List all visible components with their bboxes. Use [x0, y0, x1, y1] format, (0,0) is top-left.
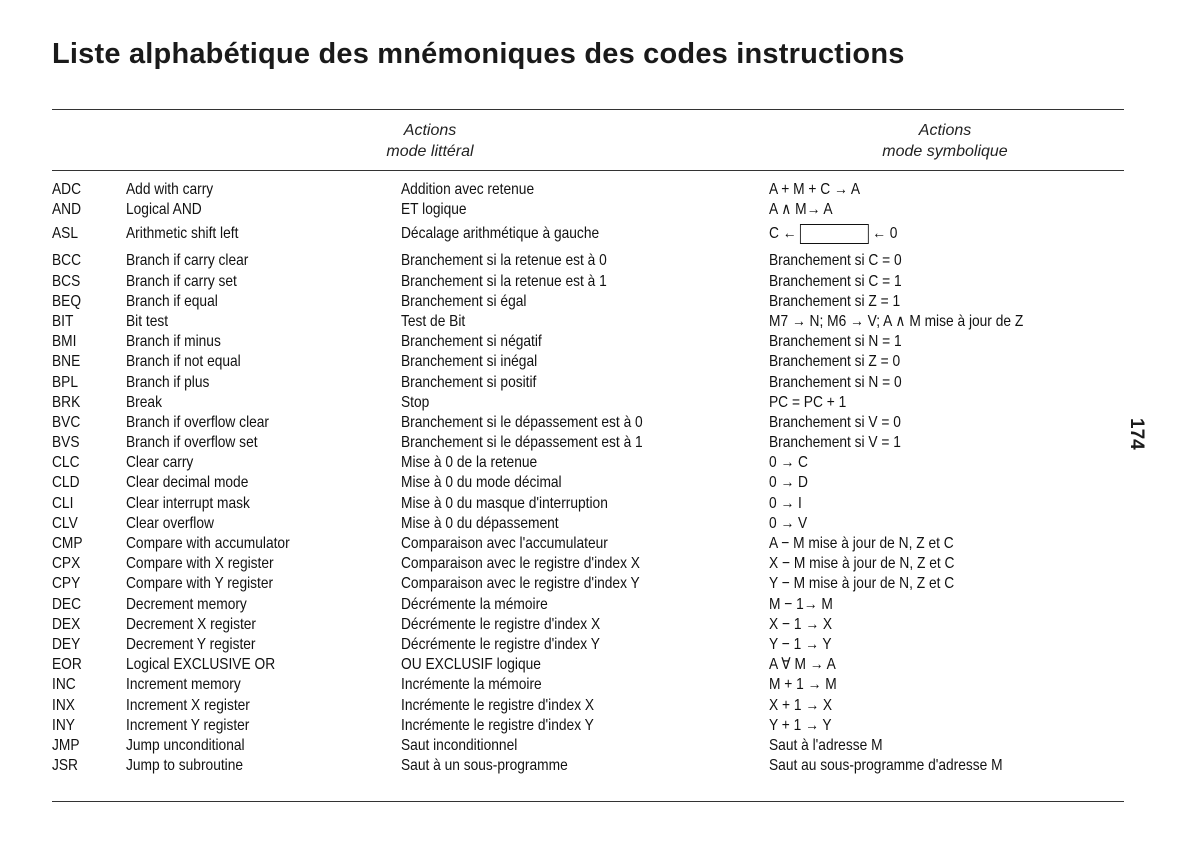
symbolic-action: A ∧ M→ A [769, 201, 833, 219]
mnemonic-code: INX [52, 696, 75, 714]
table-row [52, 595, 1132, 615]
english-description: Decrement X register [126, 615, 257, 633]
table-row [52, 635, 1132, 655]
symbolic-action: M − 1→ M [769, 595, 833, 613]
english-description: Logical EXCLUSIVE OR [126, 656, 276, 674]
mnemonic-code: ADC [52, 181, 82, 198]
literal-action: Décrémente le registre d'index Y [401, 635, 600, 653]
symbolic-action: Y − 1 → Y [769, 635, 832, 653]
literal-action: Stop [401, 393, 430, 411]
symbolic-action: Branchement si V = 1 [769, 434, 901, 452]
mnemonic-code: INC [52, 676, 76, 694]
symbolic-action: X − 1 → X [769, 615, 833, 633]
bottom-rule [52, 801, 1124, 802]
mnemonics-table [52, 180, 1132, 776]
english-description: Clear decimal mode [126, 474, 249, 492]
literal-action: Addition avec retenue [401, 181, 535, 198]
literal-action: Comparaison avec le registre d'index X [401, 555, 640, 573]
symbolic-action: Branchement si N = 0 [769, 373, 902, 391]
symbolic-action: A ∀ M → A [769, 656, 836, 674]
table-row [52, 574, 1132, 594]
header-rule [52, 170, 1124, 171]
english-description: Branch if equal [126, 292, 218, 310]
english-description: Clear interrupt mask [126, 494, 250, 512]
english-description: Clear carry [126, 454, 194, 472]
table-row [52, 554, 1132, 574]
mnemonic-code: BCS [52, 272, 81, 290]
register-box [800, 224, 869, 244]
literal-action: Incrémente la mémoire [401, 676, 542, 694]
literal-action: Mise à 0 du dépassement [401, 514, 559, 532]
literal-action: Branchement si égal [401, 292, 527, 310]
english-description: Increment memory [126, 676, 241, 694]
english-description: Branch if not equal [126, 353, 241, 371]
header-literal-line1: Actions [403, 122, 457, 139]
mnemonic-code: ASL [52, 225, 79, 243]
table-row [52, 494, 1132, 514]
symbolic-action: X − M mise à jour de N, Z et C [769, 555, 955, 573]
literal-action: Incrémente le registre d'index X [401, 696, 595, 714]
table-row [52, 292, 1132, 312]
symbolic-action: Y − M mise à jour de N, Z et C [769, 575, 955, 593]
english-description: Increment Y register [126, 716, 250, 734]
table-row [52, 413, 1132, 433]
mnemonic-code: CLV [52, 514, 78, 532]
english-description: Arithmetic shift left [126, 225, 239, 243]
symbolic-action: A + M + C → A [769, 181, 861, 198]
mnemonic-code: BVC [52, 413, 81, 431]
english-description: Branch if carry clear [126, 252, 249, 270]
symbolic-action: Saut au sous-programme d'adresse M [769, 757, 1003, 775]
literal-action: Branchement si le dépassement est à 1 [401, 434, 643, 452]
table-row [52, 696, 1132, 716]
header-literal-line2: mode littéral [386, 143, 474, 160]
mnemonic-code: INY [52, 716, 75, 734]
english-description: Jump to subroutine [126, 757, 244, 775]
literal-action: Branchement si inégal [401, 353, 538, 371]
symbolic-action: PC = PC + 1 [769, 393, 847, 411]
symbolic-action: X + 1 → X [769, 696, 833, 714]
shift-left-source: C ← [769, 225, 797, 243]
mnemonic-code: CLC [52, 454, 80, 472]
literal-action: OU EXCLUSIF logique [401, 656, 541, 674]
table-row [52, 312, 1132, 332]
english-description: Decrement Y register [126, 635, 256, 653]
english-description: Add with carry [126, 181, 214, 198]
literal-action: ET logique [401, 201, 467, 219]
mnemonic-code: BPL [52, 373, 79, 391]
top-rule [52, 109, 1124, 110]
english-description: Compare with accumulator [126, 535, 290, 552]
symbolic-action: Branchement si N = 1 [769, 333, 902, 351]
literal-action: Branchement si négatif [401, 333, 542, 351]
table-row [52, 655, 1132, 675]
shift-left-fill: ← 0 [872, 225, 898, 243]
mnemonic-code: CMP [52, 535, 83, 552]
mnemonic-code: CPX [52, 555, 81, 573]
table-row [52, 615, 1132, 635]
table-row [52, 736, 1132, 756]
mnemonic-code: BEQ [52, 292, 82, 310]
mnemonic-code: JSR [52, 757, 79, 775]
literal-action: Mise à 0 du mode décimal [401, 474, 562, 492]
symbolic-action: 0 → C [769, 454, 808, 472]
mnemonic-code: DEC [52, 595, 82, 613]
literal-action: Saut à un sous-programme [401, 757, 568, 775]
literal-action: Décrémente la mémoire [401, 595, 548, 613]
literal-action: Décrémente le registre d'index X [401, 615, 601, 633]
header-symbolic-line1: Actions [918, 122, 972, 139]
symbolic-action: M + 1 → M [769, 676, 837, 694]
table-row [52, 756, 1132, 776]
table-row [52, 453, 1132, 473]
symbolic-action: A − M mise à jour de N, Z et C [769, 535, 954, 552]
english-description: Branch if plus [126, 373, 210, 391]
table-row [52, 251, 1132, 271]
english-description: Clear overflow [126, 514, 214, 532]
mnemonic-code: EOR [52, 656, 82, 674]
english-description: Jump unconditional [126, 736, 245, 754]
table-row [52, 352, 1132, 372]
literal-action: Saut inconditionnel [401, 736, 518, 754]
mnemonic-code: BVS [52, 434, 80, 452]
english-description: Branch if overflow clear [126, 413, 270, 431]
literal-action: Comparaison avec le registre d'index Y [401, 575, 640, 593]
literal-action: Branchement si le dépassement est à 0 [401, 413, 643, 431]
table-row [52, 332, 1132, 352]
english-description: Increment X register [126, 696, 250, 714]
english-description: Compare with X register [126, 555, 274, 573]
mnemonic-code: CLD [52, 474, 80, 492]
table-row [52, 473, 1132, 493]
literal-action: Décalage arithmétique à gauche [401, 225, 600, 243]
symbolic-action: Branchement si C = 0 [769, 252, 902, 270]
english-description: Bit test [126, 312, 169, 330]
mnemonic-code: CPY [52, 575, 81, 593]
literal-action: Mise à 0 de la retenue [401, 454, 538, 472]
table-row [52, 675, 1132, 695]
literal-action: Incrémente le registre d'index Y [401, 716, 594, 734]
symbolic-action: 0 → V [769, 514, 808, 532]
table-row [52, 272, 1132, 292]
symbolic-action: Branchement si Z = 1 [769, 292, 901, 310]
symbolic-action: M7 → N; M6 → V; A ∧ M mise à jour de Z [769, 312, 1024, 330]
mnemonic-code: BCC [52, 252, 82, 270]
mnemonic-code: BIT [52, 312, 74, 330]
page-number: 174 [1126, 418, 1147, 450]
table-row [52, 180, 1132, 200]
literal-action: Test de Bit [401, 312, 466, 330]
table-row [52, 220, 1132, 251]
english-description: Break [126, 393, 162, 411]
table-row [52, 433, 1132, 453]
page-title: Liste alphabétique des mnémoniques des codes instructions [52, 38, 905, 70]
mnemonic-code: BNE [52, 353, 81, 371]
english-description: Logical AND [126, 201, 202, 219]
symbolic-action: Saut à l'adresse M [769, 736, 883, 754]
table-row [52, 200, 1132, 220]
symbolic-action: Branchement si C = 1 [769, 272, 902, 290]
mnemonic-code: BMI [52, 333, 77, 351]
table-row [52, 373, 1132, 393]
literal-action: Branchement si la retenue est à 0 [401, 252, 607, 270]
literal-action: Branchement si positif [401, 373, 537, 391]
header-literal-mode [330, 120, 530, 162]
table-row [52, 534, 1132, 554]
symbolic-action: 0 → I [769, 494, 802, 512]
literal-action: Comparaison avec l'accumulateur [401, 535, 608, 552]
english-description: Compare with Y register [126, 575, 274, 593]
english-description: Branch if minus [126, 333, 221, 351]
mnemonic-code: BRK [52, 393, 81, 411]
english-description: Branch if overflow set [126, 434, 258, 452]
symbolic-action: Branchement si V = 0 [769, 413, 901, 431]
mnemonic-code: DEX [52, 615, 81, 633]
symbolic-action [769, 220, 897, 248]
english-description: Decrement memory [126, 595, 247, 613]
header-symbolic-line2: mode symbolique [882, 143, 1008, 160]
table-row [52, 393, 1132, 413]
literal-action: Mise à 0 du masque d'interruption [401, 494, 608, 512]
english-description: Branch if carry set [126, 272, 237, 290]
table-row [52, 716, 1132, 736]
symbolic-action: Branchement si Z = 0 [769, 353, 901, 371]
table-row [52, 514, 1132, 534]
mnemonic-code: CLI [52, 494, 74, 512]
symbolic-action: 0 → D [769, 474, 808, 492]
mnemonic-code: AND [52, 201, 82, 219]
header-symbolic-mode [845, 120, 1045, 162]
symbolic-action: Y + 1 → Y [769, 716, 832, 734]
mnemonic-code: JMP [52, 736, 80, 754]
literal-action: Branchement si la retenue est à 1 [401, 272, 607, 290]
mnemonic-code: DEY [52, 635, 81, 653]
